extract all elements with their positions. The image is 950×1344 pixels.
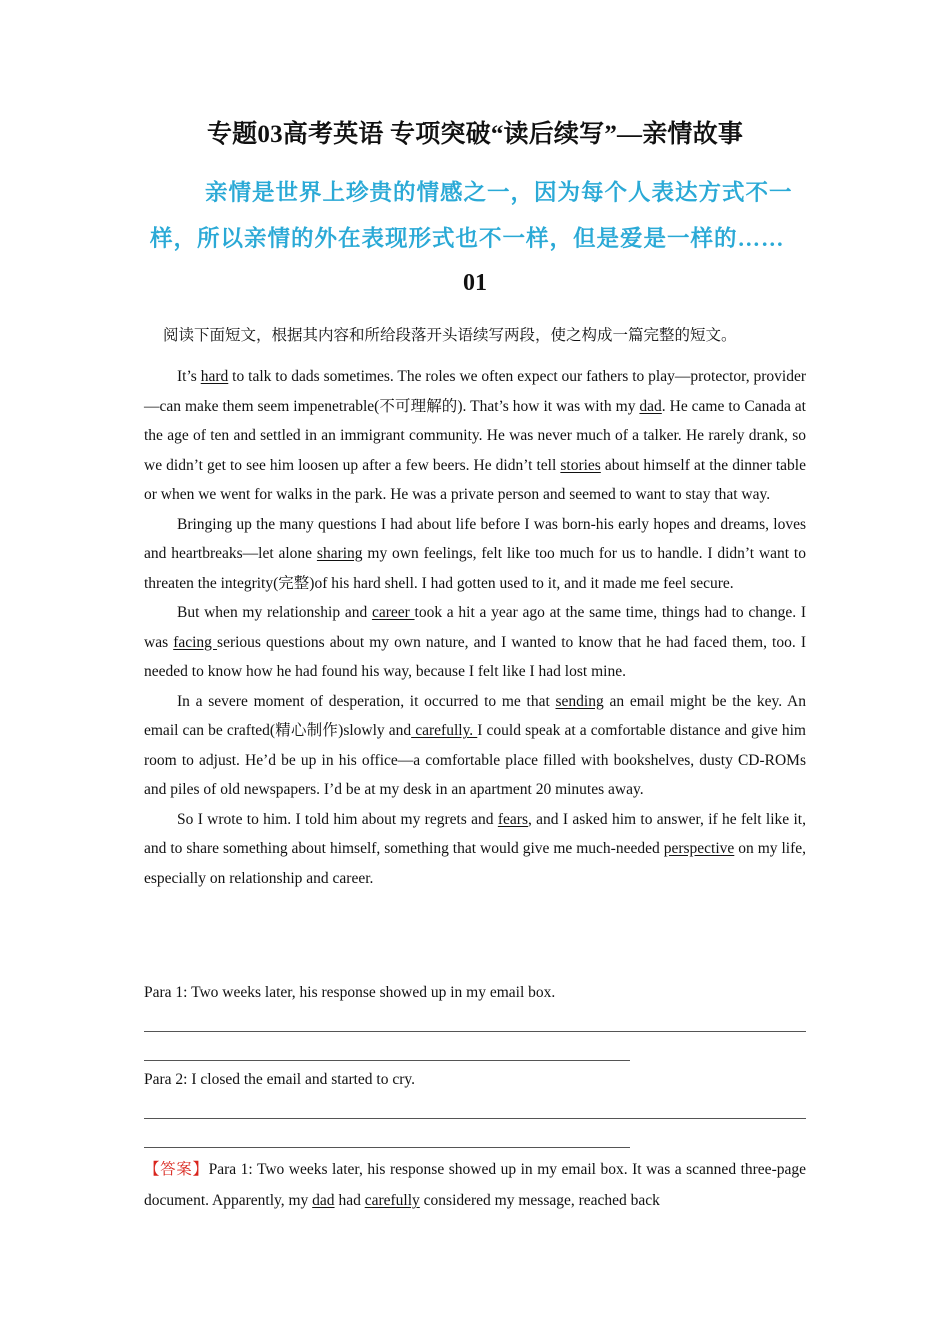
text-run: had bbox=[334, 1192, 365, 1209]
text-run: took a hit a year ago at the same time, things had to change. I was bbox=[144, 604, 807, 651]
instruction-text: 阅读下面短文，根据其内容和所给段落开头语续写两段，使之构成一篇完整的短文。 bbox=[163, 327, 737, 344]
text-run: to talk to dads sometimes. The roles we often expect our fathers to play—protector, provider—can make them seem impenetrable(不可理解的). That’s how it was with my bbox=[144, 368, 806, 415]
passage-paragraph-5 bbox=[144, 805, 806, 894]
text-run: It’s bbox=[177, 368, 201, 385]
para2-prompt: Para 2: I closed the email and started to cry. bbox=[144, 1071, 416, 1088]
text-run: In a severe moment of desperation, it occurred to me that bbox=[177, 692, 556, 710]
underlined-word: sending bbox=[555, 692, 604, 710]
answer-line[interactable] bbox=[144, 1147, 630, 1148]
underlined-word: carefully bbox=[364, 1192, 420, 1209]
intro-text: 亲情是世界上珍贵的情感之一，因为每个人表达方式不一样，所以亲情的外在表现形式也不一样，但是爱是一样的…… bbox=[150, 180, 793, 251]
answer-section bbox=[144, 1154, 806, 1216]
underlined-word: sharing bbox=[316, 545, 363, 562]
underlined-word: facing bbox=[173, 633, 218, 651]
underlined-word: carefully. bbox=[411, 722, 478, 739]
passage-paragraph-1 bbox=[144, 362, 806, 510]
text-run: I could speak at a comfortable distance and give him room to adjust. He’d be up in his office—a comfortable place filled with bookshelves, dusty CD-ROMs and piles of old newspapers. I’d be at my desk in an apartment 20 minutes away. bbox=[144, 722, 806, 798]
text-run: , and I asked him to answer, if he felt like it, and to share something about himself, something that would give me much-needed bbox=[144, 810, 806, 857]
underlined-word: hard bbox=[200, 368, 229, 385]
text-run: So I wrote to him. I told him about my regrets and bbox=[177, 810, 498, 828]
answer-line[interactable] bbox=[144, 1031, 806, 1032]
text-run: my own feelings, felt like too much for us to handle. I didn’t want to threaten the integrity(完整)of his hard shell. I had gotten used to it, and it made me feel secure. bbox=[144, 545, 806, 592]
reading-passage bbox=[144, 362, 806, 893]
answer-tag: 【答案】 bbox=[144, 1161, 209, 1178]
passage-paragraph-4 bbox=[144, 687, 806, 805]
text-run: . He came to Canada at the age of ten and settled in an immigrant community. He was never much of a talker. He rarely drank, so we didn’t get to see him loosen up after a few beers. He didn’t tell bbox=[144, 397, 806, 474]
text-run: on my life, especially on relationship and career. bbox=[144, 840, 806, 887]
underlined-word: career bbox=[371, 604, 415, 621]
answer-line[interactable] bbox=[144, 1060, 630, 1061]
underlined-word: perspective bbox=[663, 840, 735, 857]
text-run: about himself at the dinner table or when we went for walks in the park. He was a private person and seemed to want to stay that way. bbox=[144, 456, 806, 503]
underlined-word: dad bbox=[312, 1192, 335, 1209]
underlined-word: fears bbox=[497, 810, 528, 828]
text-run: serious questions about my own nature, and I wanted to know that he had faced them, too. I needed to know how he had found his way, because I felt like I had lost mine. bbox=[144, 633, 806, 680]
text-run: But when my relationship and bbox=[177, 604, 372, 621]
text-run: Bringing up the many questions I had about life before I was born-his early hopes and dreams, loves and heartbreaks—let alone bbox=[144, 515, 806, 562]
underlined-word: stories bbox=[560, 456, 601, 474]
text-run: considered my message, reached back bbox=[419, 1192, 660, 1209]
text-run: an email might be the key. An email can be crafted(精心制作)slowly and bbox=[144, 692, 806, 739]
section-number: 01 bbox=[463, 270, 487, 296]
passage-paragraph-2 bbox=[144, 510, 806, 599]
passage-paragraph-3 bbox=[144, 598, 806, 687]
answer-line[interactable] bbox=[144, 1118, 806, 1119]
para1-prompt: Para 1: Two weeks later, his response showed up in my email box. bbox=[144, 984, 556, 1001]
page-title: 专题03高考英语 专项突破“读后续写”—亲情故事 bbox=[206, 121, 744, 148]
text-run: Para 1: Two weeks later, his response showed up in my email box. It was a scanned three-page document. Apparently, my bbox=[144, 1161, 806, 1209]
underlined-word: dad bbox=[639, 397, 662, 415]
